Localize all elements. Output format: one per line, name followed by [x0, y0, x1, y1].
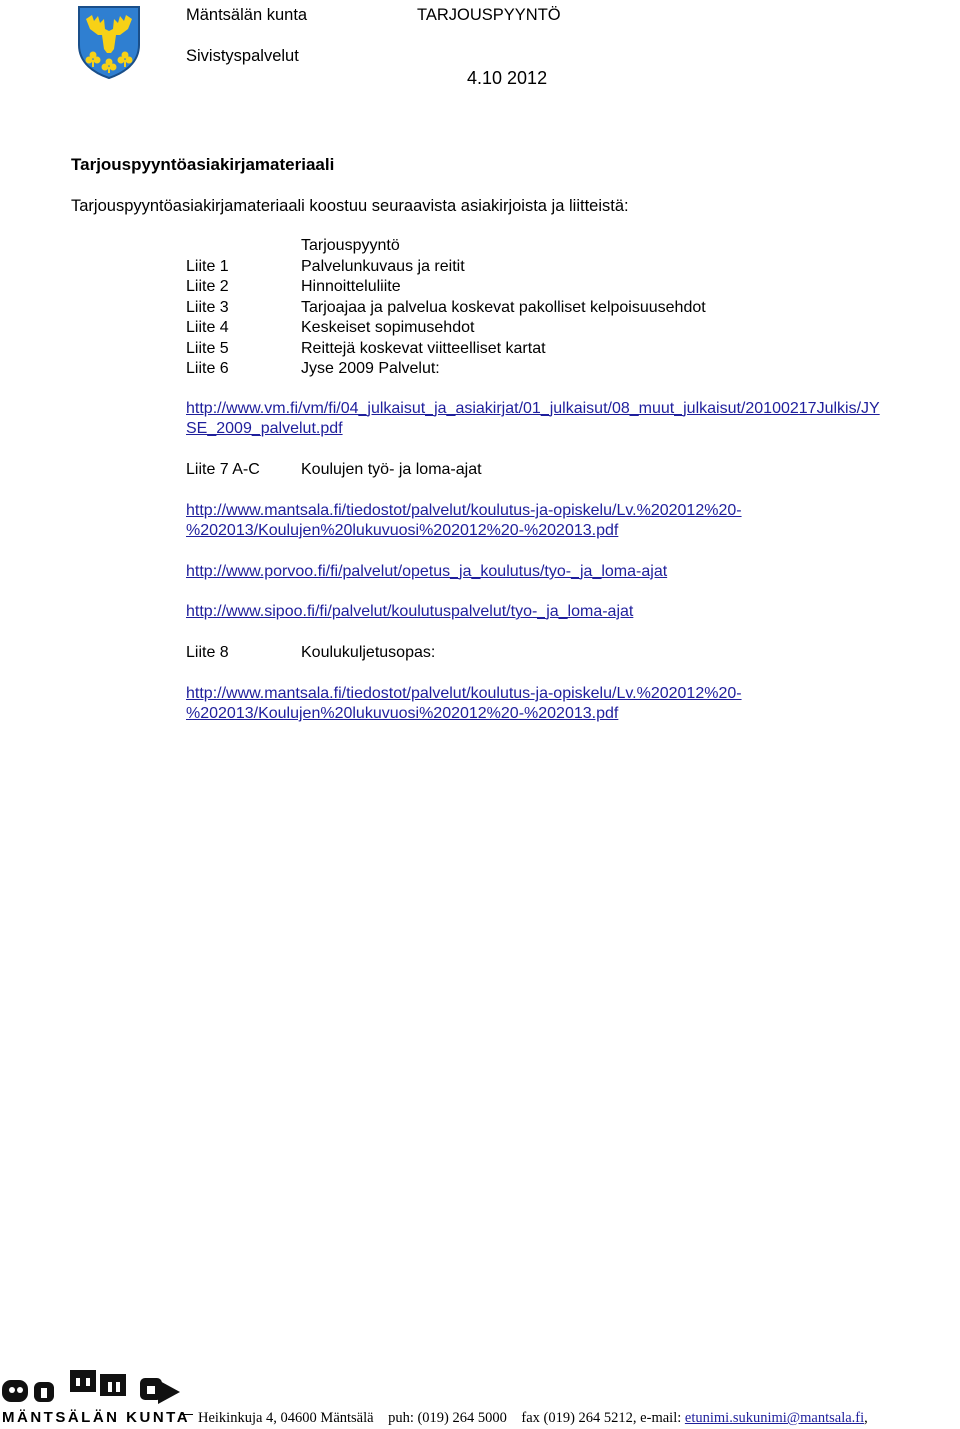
opas-link-line-1: http://www.mantsala.fi/tiedostot/palvelut/koulutus-ja-opiskelu/Lv.%202012%20- [186, 685, 742, 702]
footer-email-suffix: , [864, 1410, 868, 1426]
liite8-label: Liite 8 [186, 644, 229, 661]
footer-email-link[interactable]: etunimi.sukunimi@mantsala.fi [684, 1410, 865, 1426]
footer-logo-text: MÄNTSÄLÄN KUNTA [2, 1409, 191, 1426]
list-item-text: Palvelunkuvaus ja reitit [301, 257, 465, 275]
footer-contact [198, 1408, 868, 1428]
list-item-text: Hinnoitteluliite [301, 278, 401, 295]
list-item-text: Reittejä koskevat viitteelliset kartat [301, 339, 546, 357]
jyse-link-line-2: SE_2009_palvelut.pdf [186, 420, 343, 437]
sipoo-link[interactable]: http://www.sipoo.fi/fi/palvelut/koulutuspalvelut/tyo-_ja_loma-ajat [186, 603, 634, 620]
liite7-text: Koulujen työ- ja loma-ajat [301, 461, 482, 478]
jyse-link-line-1: http://www.vm.fi/vm/fi/04_julkaisut_ja_asiakirjat/01_julkaisut/08_muut_julkaisut/20100217Julkis/JY [186, 400, 880, 417]
organization-name: Mäntsälän kunta [186, 6, 308, 24]
coat-of-arms-icon [76, 5, 142, 79]
list-item-label: Liite 1 [186, 257, 229, 275]
mantsala-link-line-1: http://www.mantsala.fi/tiedostot/palvelut/koulutus-ja-opiskelu/Lv.%202012%20- [186, 502, 742, 519]
list-item-label: Liite 3 [186, 298, 229, 316]
liite8-text: Koulukuljetusopas: [301, 644, 436, 661]
jyse-link[interactable] [186, 399, 880, 439]
porvoo-link[interactable]: http://www.porvoo.fi/fi/palvelut/opetus_ja_koulutus/tyo-_ja_loma-ajat [186, 563, 668, 580]
footer-divider [181, 1414, 193, 1415]
liite7-label: Liite 7 A-C [186, 461, 260, 478]
list-item-label: Liite 4 [186, 319, 229, 336]
list-item-text: Jyse 2009 Palvelut: [301, 360, 440, 377]
department-name: Sivistyspalvelut [186, 47, 299, 65]
list-item-text: Tarjoajaa ja palvelua koskevat pakolliset kelpoisuusehdot [301, 298, 706, 316]
list-item-text: Tarjouspyyntö [301, 237, 400, 254]
mantsala-schedule-link[interactable] [186, 501, 742, 541]
list-item-label: Liite 5 [186, 339, 229, 357]
attachment-list [0, 236, 960, 380]
document-type: TARJOUSPYYNTÖ [417, 6, 561, 24]
list-item-label: Liite 2 [186, 278, 229, 295]
intro-text: Tarjouspyyntöasiakirjamateriaali koostuu seuraavista asiakirjoista ja liitteistä: [71, 197, 629, 215]
list-item-label: Liite 6 [186, 360, 229, 377]
page-title: Tarjouspyyntöasiakirjamateriaali [71, 155, 335, 174]
koulukuljetusopas-link[interactable] [186, 684, 742, 724]
list-item-text: Keskeiset sopimusehdot [301, 319, 475, 336]
mantsala-link-line-2: %202013/Koulujen%20lukuvuosi%202012%20-%202013.pdf [186, 522, 619, 539]
footer-contact-text: Heikinkuja 4, 04600 Mäntsälä puh: (019) 264 5000 fax (019) 264 5212, e-mail: [198, 1410, 685, 1426]
opas-link-line-2: %202013/Koulujen%20lukuvuosi%202012%20-%202013.pdf [186, 705, 619, 722]
municipality-logo-icon [0, 1366, 182, 1408]
document-date: 4.10 2012 [467, 68, 548, 88]
